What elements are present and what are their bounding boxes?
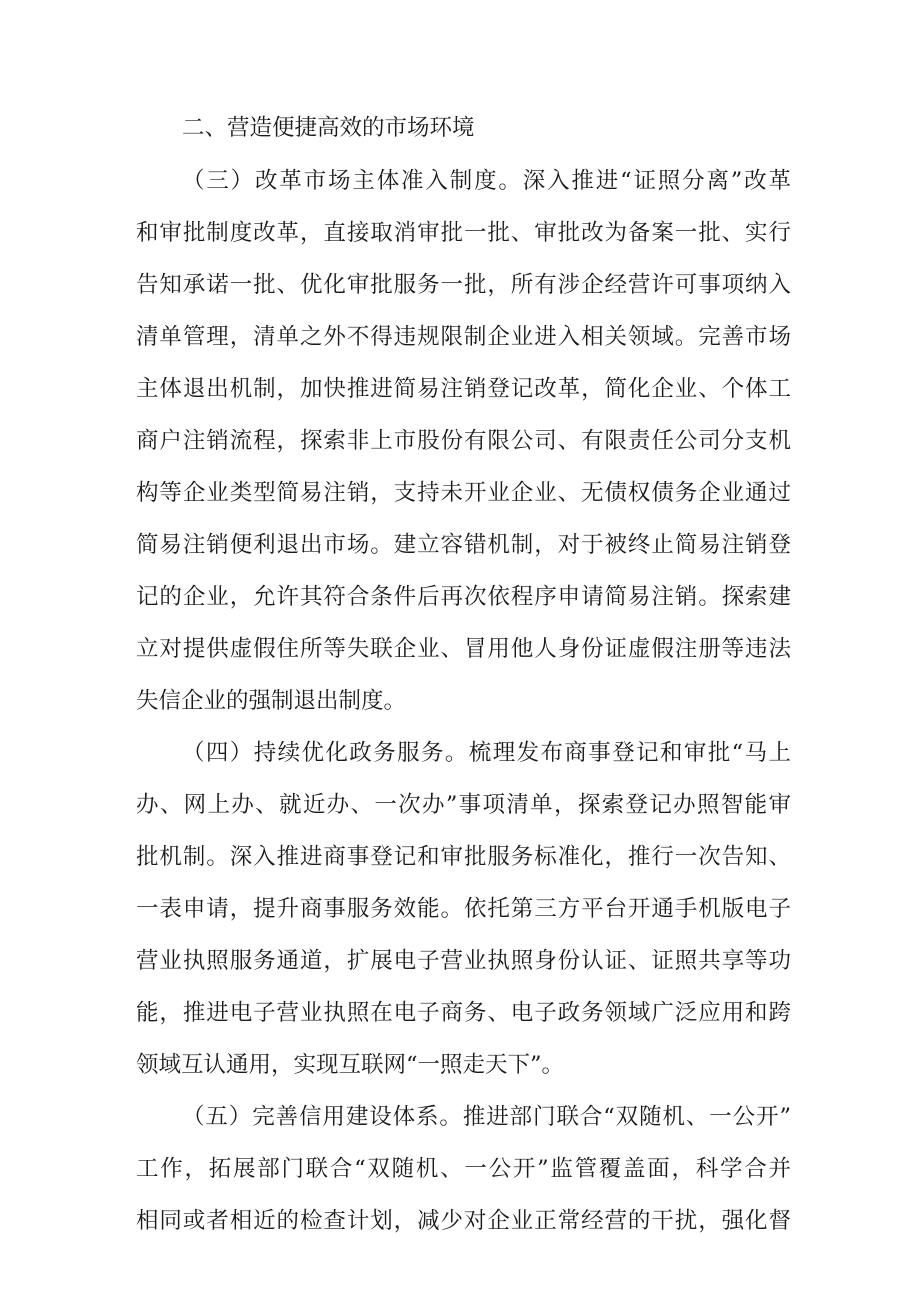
paragraph-line: 能，推进电子营业执照在电子商务、电子政务领域广泛应用和跨 bbox=[136, 1000, 791, 1026]
paragraph-line: 领域互认通用，实现互联网“一照走天下”。 bbox=[136, 1052, 565, 1078]
paragraph-line: 简易注销便利退出市场。建立容错机制，对于被终止简易注销登 bbox=[136, 532, 791, 558]
paragraph-line: 清单管理，清单之外不得违规限制企业进入相关领域。完善市场 bbox=[136, 324, 791, 350]
paragraph-line: 告知承诺一批、优化审批服务一批，所有涉企经营许可事项纳入 bbox=[136, 272, 791, 298]
paragraph-line: 记的企业，允许其符合条件后再次依程序申请简易注销。探索建 bbox=[136, 584, 791, 610]
paragraph-line: （五）完善信用建设体系。推进部门联合“双随机、一公开” bbox=[182, 1104, 791, 1130]
paragraph-line: 工作，拓展部门联合“双随机、一公开”监管覆盖面，科学合并 bbox=[136, 1156, 791, 1182]
paragraph-line: 一表申请，提升商事服务效能。依托第三方平台开通手机版电子 bbox=[136, 896, 791, 922]
paragraph-line: （四）持续优化政务服务。梳理发布商事登记和审批“马上 bbox=[182, 740, 791, 766]
paragraph-line: 构等企业类型简易注销，支持未开业企业、无债权债务企业通过 bbox=[136, 480, 791, 506]
paragraph-line: 办、网上办、就近办、一次办”事项清单，探索登记办照智能审 bbox=[136, 792, 791, 818]
paragraph-line: 失信企业的强制退出制度。 bbox=[136, 688, 407, 714]
paragraph-line: 立对提供虚假住所等失联企业、冒用他人身份证虚假注册等违法 bbox=[136, 636, 791, 662]
paragraph-line: 和审批制度改革，直接取消审批一批、审批改为备案一批、实行 bbox=[136, 220, 791, 246]
paragraph-line: 相同或者相近的检查计划，减少对企业正常经营的干扰，强化督 bbox=[136, 1208, 791, 1234]
paragraph-line: 商户注销流程，探索非上市股份有限公司、有限责任公司分支机 bbox=[136, 428, 791, 454]
paragraph-line: （三）改革市场主体准入制度。深入推进“证照分离”改革 bbox=[182, 168, 791, 194]
paragraph-line: 批机制。深入推进商事登记和审批服务标准化，推行一次告知、 bbox=[136, 844, 791, 870]
section-heading: 二、营造便捷高效的市场环境 bbox=[182, 115, 475, 141]
paragraph-line: 营业执照服务通道，扩展电子营业执照身份认证、证照共享等功 bbox=[136, 948, 791, 974]
paragraph-line: 主体退出机制，加快推进简易注销登记改革，简化企业、个体工 bbox=[136, 376, 791, 402]
